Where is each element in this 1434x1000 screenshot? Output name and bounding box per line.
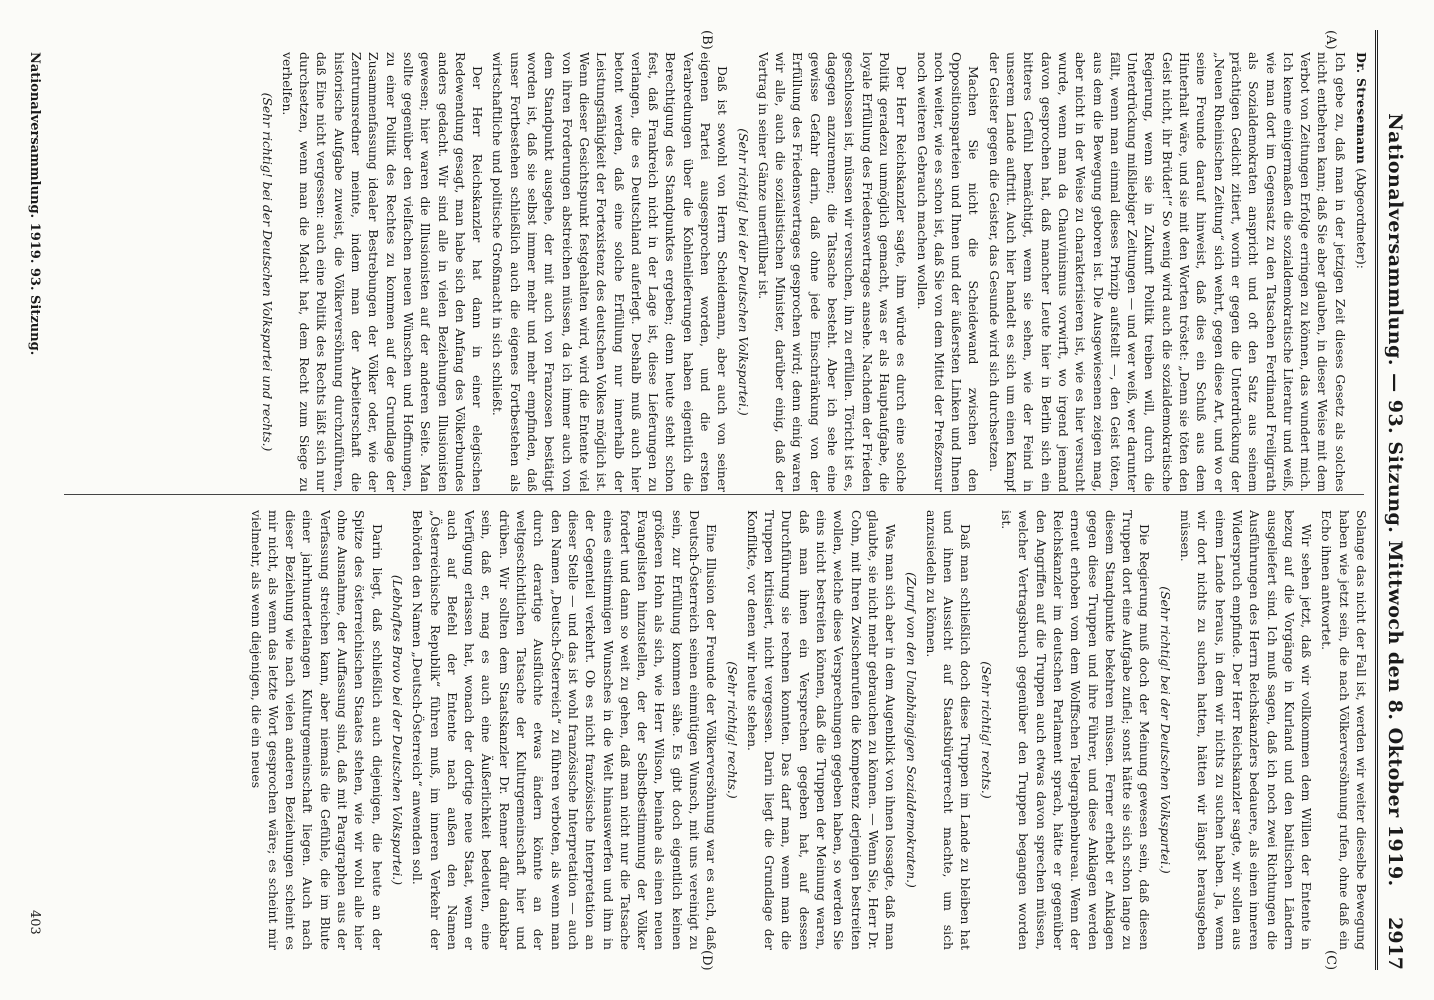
- left-column: [50, 52, 1370, 492]
- footer-sheet-number: 403: [27, 910, 42, 935]
- paragraph: Der Herr Reichskanzler sagte, ihm würde es durch eine solche Politik geradezu unmöglich gemacht, was er als Hauptaufgabe, die loyale Erfüllung des Friedensvertrages ansehe. Nachdem der Frieden geschlossen ist, müssen wir versuchen, ihn zu erfüllen. Töricht ist es, dagegen anzurennen; die Tatsache besteht. Aber ich sehe eine gewisse Gefahr darin, daß ohne jede Einschränkung von der Erfüllung des Friedensvertrages gesprochen wird; denn einig waren wir alle, auch die sozialistischen Minister, darüber einig, daß der Vertrag in seiner Gänze unerfüllbar ist.: [755, 52, 910, 492]
- interjection: (Sehr richtig! bei der Deutschen Volkspartei und rechts.): [259, 92, 275, 452]
- speaker-role: (Abgeordneter):: [1354, 168, 1369, 269]
- speaker-name: Dr. Stresemann: [1354, 52, 1369, 165]
- paragraph: Der Herr Reichskanzler hat dann in einer elegischen Redewendung gesagt, man habe sich den Anfang des Völkerbundes anders gedacht. Wir sind alle in vielen Beziehungen Illusionisten gewesen; hier waren die Illusionisten auf der anderen Seite. Man sollte gegenüber den vielfachen neuen Wünschen und Hoffnungen, zu einer Politik des Rechtes zu kommen auf der Grundlage der Zusammenfassung idealer Bestrebungen der Völker oder, wie der Zentrumsredner meinte, indem man der Arbeiterschaft die historische Aufgabe zuweist, die Völkerversöhnung durchzuführen, daß Eine nicht vergessen: auch eine Politik des Rechts läßt sich nur durchsetzen, wenn man die Macht hat, dem Recht zum Siege zu verhelfen.: [279, 52, 486, 492]
- paragraph: Daß ist sowohl von Herrn Scheidemann, aber auch von seiner eigenen Partei ausgesprochen worden, und die ersten Verabredungen über die Kohlenlieferungen haben eigentlich die Berechtigung des Standpunktes ergeben; denn heute steht schon fest, daß Frankreich nicht in der Lage ist, diese Lieferungen zu verlangen, die es Deutschland auferlegt. Deshalb muß auch hier betont werden, daß eine solche Erfüllung nur innerhalb der Leistungsfähigkeit der Fortexistenz des deutschen Volkes möglich ist. Wenn dieser Gesichtspunkt festgehalten wird, wird die Entente viel von ihren Forderungen abstreichen müssen, da ich immer auch von dem Standpunkt ausgehe, der mit auch von Franzosen bestätigt worden ist, daß sie selbst immer mehr und mehr empfinden, daß unser Fortbestehen schließlich auch die eigenes Fortbestehen als wirtschaftliche und politische Großmacht in sich schließt.: [490, 52, 731, 492]
- paragraph: Ich gebe zu, daß man in der jetzigen Zeit dieses Gesetz als solches nicht entbehren kann; daß Sie aber glauben, in dieser Weise mit dem Verbot von Zeitungen Erfolge erringen zu können, das wundert mich. Ich kenne einigermaßen die sozialdemokratische Literatur und weiß, wie man dort im Gegensatz zu den Tatsachen Ferdinand Freiligrath als Sozialdemokraten anspricht und oft den Satz aus seinem prächtigen Gedicht zitiert, worin er gegen die Unterdrückung der „Neuen Rheinischen Zeitung“ sich wehrt, gegen diese Art, und wo er seine Freunde darauf hinweist, daß dies ein Schuß aus dem Hinterhalt wäre, und sie mit den Worten tröstet: „Denn sie töten den Geist nicht, ihr Brüder!“ So wenig wird auch die sozialdemokratische Regierung, wenn sie in Zukunft Politik treiben will, durch die Unterdrückung mißliebiger Zeitungen — und wer weiß, wer darunter fällt, wenn man einmal dieses Prinzip aufstellt —, den Geist töten, aus dem die Bewegung geboren ist. Die Ausgewiesenen zeigen mag, aber nicht in der Weise zu charakterisieren ist, wie es hier versucht wurde, wenn man da Chauvinismus vorwirft, wo irgend jemand davon gesprochen hat, daß mancher Leute hier in Berlin sich ein bitteres Gefühl bemächtigt, wenn sie sehen, wie der Feind in unserem Lande auftritt. Auch hier handelt es sich um einen Kampf der Geister gegen die Geister, das Gesunde wird sich durchsetzen.: [986, 52, 1348, 492]
- paragraph: Darin liegt, daß schließlich auch diejenigen, die heute an der Spitze des österreichischen Staates stehen, wie wir wohl alle hier ohne Ausnahme, der Auffassung sind, daß mit Paragraphen aus der Verfassung streichen kann, aber niemals die Gefühle, die im Blute einer jahrhundertelangen Kulturgemeinschaft liegen. Auch nach dieser Beziehung wie nach vielen anderen Beziehungen scheint es mir nicht, als wenn das letzte Wort gesprochen wäre; es scheint mir vielmehr, als wenn diejenigen, die ein neues: [248, 510, 385, 950]
- paragraph: Wir sehen jetzt, daß wir vollkommen dem Willen der Entente in bezug auf die Vorgänge in Kurland und den baltischen Ländern ausgeliefert sind. Ich muß sagen, daß ich noch zwei Richtungen die Ausführungen des Herrn Reichskanzlers bedauere, als einen inneren Widerspruch empfinde. Der Herr Reichskanzler sagte, wir sollen aus einem Lande heraus, in dem wir nichts zu suchen haben. Ja, wenn wir dort nichts zu suchen hatten, hätten wir längst herausgeben müssen.: [1178, 510, 1315, 950]
- header-page-number: 2917: [1384, 917, 1406, 970]
- page-header: [1375, 30, 1414, 970]
- margin-marker-a: (A): [1323, 30, 1338, 50]
- paragraph: Eine Illusion der Freunde der Völkerversöhnung war es auch, daß Deutsch-Österreich seinen einmütigen Wunsch, mit uns vereinigt zu sein, zur Erfüllung kommen sähe. Es gibt doch eigentlich keinen größeren Hohn als sich, wie Herr Wilson, beinahe als einen neuen Evangelisten hinzustellen, der der Selbstbestimmung der Völker fordert und dann so weit zu gehen, daß man nicht nur die Tatsache eines einstimmigen Wunsches in die Welt hinauswerfen und ihm in der Gegenteil verkehrt. Ob es nicht französische Interpretation an dieser Stelle — und das ist wohl französische Interpretation — auch den Namen „Deutsch-Österreich“ zu führen verboten, als wenn man durch derartige Ausflüchte etwas ändern könnte an der weltgeschichtlichen Tatsache der Kulturgemeinschaft hier und drüben. Wir sollten dem Staatskanzler Dr. Renner dafür dankbar sein, daß er, mag es auch eine Äußerlichkeit bedeuten, eine Verfügung erlassen hat, wonach der dortige neue Staat, wenn er auch auf Befehl der Entente nach außen den Namen „Österreichische Republik“ führen muß, im inneren Verkehr der Behörden den Namen „Deutsch-Österreich“ anwenden soll.: [410, 510, 720, 950]
- interjection: (Zuruf von den Unabhängigen Sozialdemokraten.): [903, 572, 919, 888]
- interjection: (Lebhaftes Bravo bei der Deutschen Volkspartei.): [389, 574, 405, 886]
- paragraph: Daß man schließlich doch diese Truppen im Lande zu bleiben hat und ihnen Aussicht auf Staatsbürgerrecht machte, um sich anzusiedeln zu können.: [923, 510, 974, 950]
- interjection: (Sehr richtig! bei der Deutschen Volkspartei.): [1157, 586, 1173, 874]
- column-divider: [64, 494, 1364, 495]
- interjection: (Sehr richtig! rechts.): [978, 661, 994, 799]
- paragraph: Machen Sie nicht die Scheidewand zwischen den Oppositionsparteien und Ihnen und der äußersten Linken und Ihnen noch weiter, wie es schon ist, daß Sie von dem Mittel der Preßzensur noch weiteren Gebrauch machen wollen.: [914, 52, 982, 492]
- interjection: (Sehr richtig! rechts.): [724, 661, 740, 799]
- speaker-line: [1353, 52, 1370, 492]
- footer-session-info: Nationalversammlung. 1919. 93. Sitzung.: [27, 52, 42, 356]
- margin-marker-c: (C): [1323, 950, 1338, 971]
- header-title: Nationalversammlung. — 93. Sitzung. Mittwoch den 8. Oktober 1919.: [1384, 113, 1406, 887]
- margin-marker-b: (B): [699, 30, 714, 50]
- right-column: [50, 510, 1370, 950]
- margin-marker-d: (D): [699, 950, 714, 971]
- paragraph: Solange das nicht der Fall ist, werden wir weiter dieselbe Bewegung haben wie jetzt sein, die nach Völkerversöhnung rufen, ohne daß ein Echo ihnen antwortet.: [1319, 510, 1369, 950]
- paragraph: Die Regierung muß doch der Meinung gewesen sein, daß diesen Truppen dort eine Aufgabe zufiel; sonst hätte sie sich schon lange zu diesem Standpunkte bekehren müssen. Ferner erhebt er Anklagen gegen diese Truppen und ihre Führer, und diese Anklagen werden erneut erhoben vom dem Wolffschen Telegraphenbureau. Wenn der Reichskanzler im deutschen Parlament sprach, hätte er gegenüber den Angriffen auf die Truppen auch etwas davon sprechen müssen, welcher Vertragsbruch gegenüber den Truppen begangen worden ist.: [999, 510, 1153, 950]
- interjection: (Sehr richtig! bei der Deutschen Volkspartei.): [735, 128, 751, 416]
- paragraph: Was man sich aber in dem Augenblick von ihnen lossagte, daß man glaubte, sie nicht mehr gebrauchen zu können. — Wenn Sie, Herr Dr. Cohn, mit Ihren Zwischenrufen die Kompetenz derjenigen bestreiten wollen, welche diese Versprechungen gegeben haben, so werden Sie eins nicht bestreiten können, daß die Truppen der Meinung waren, daß man ihnen ein Versprechen gegeben hat, auf dessen Durchführung sie rechnen konnten. Das darf man, wenn man die Truppen kritisiert, nicht vergessen. Darin liegt die Grundlage der Konflikte, vor denen wir heute stehen.: [744, 510, 899, 950]
